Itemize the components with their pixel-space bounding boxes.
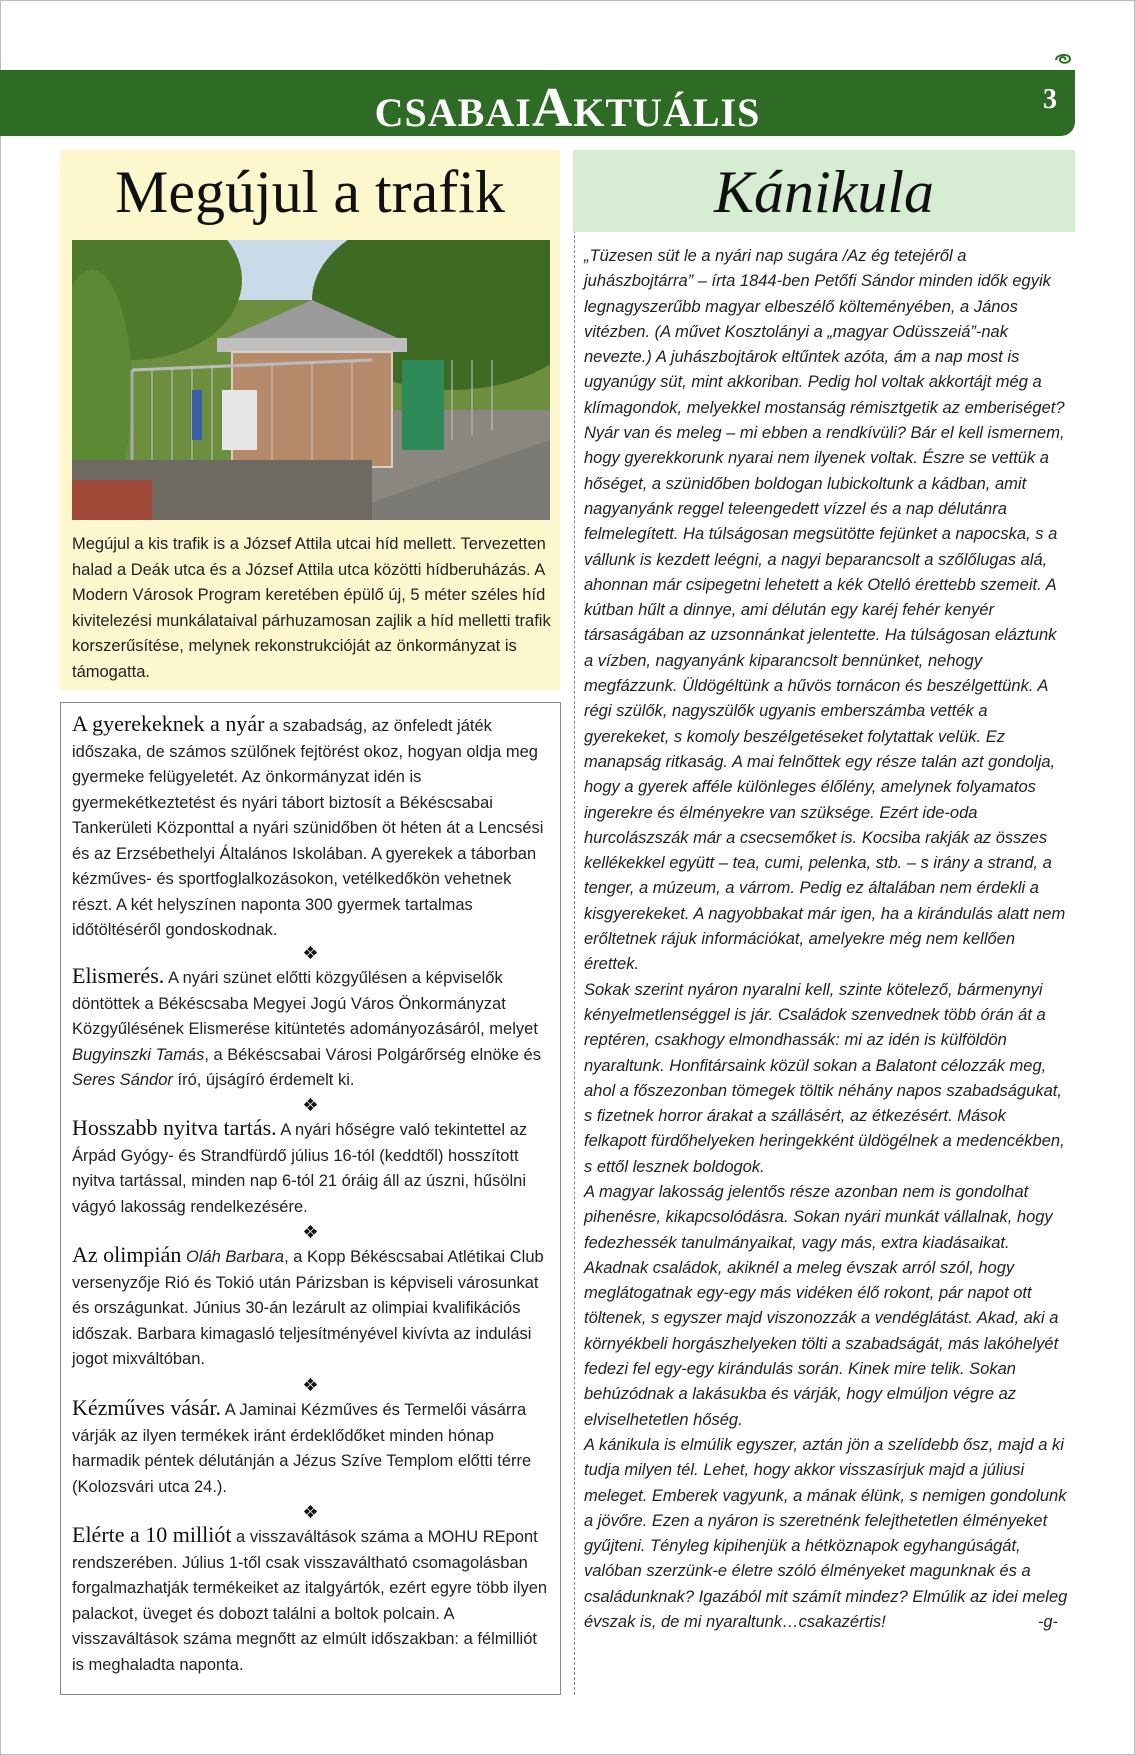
kanikula-paragraph: Sokak szerint nyáron nyaralni kell, szinte kötelező, bármenynyi kényelmetlenséggel is jár. Családok szenvednek több órán át a reptéren, csakhogy elmondhassák: mi az idén is külföldön nyaraltunk. Honfitársaink közül sokan a Balatont célozzák meg, ahol a főszezonban tömegek töltik néhány napos szabadságukat, s fizetnek horror árakat a szállásért, az étkezésért. Mások felkapott fürdőhelyeken heringekként üldögélnek a medencékben, s ettől lesznek boldogok. [584, 980, 1065, 1176]
news-text: a visszaváltások száma a MOHU REpont rendszerében. Július 1-től csak visszaváltható csomagolásban forgalmazhatják termékeiket az italgyártók, ezért egyre több ilyen palackot, üveget és dobozt találni a boltok polcain. A visszaváltások száma megnőtt az elmúlt időszakban: a félmilliót is meghaladta naponta. [72, 1528, 548, 1674]
kanikula-article [584, 244, 1070, 1635]
column-divider [574, 150, 575, 1695]
kanikula-paragraph: „Tüzesen süt le a nyári nap sugára /Az ég tetejéről a juhászbojtárra” – írta 1844-ben Petőfi Sándor minden idők egyik legnagyszerűbb magyar elbeszélő költeményében, a János vitézben. (A művet Kosztolányi a „magyar Odüsszeiá”-nak nevezte.) A juhászbojtárok eltűntek azóta, ám a nap most is ugyanúgy süt, mint akkoriban. Pedig hol voltak akkortájt még a klímagondok, melyekkel mostanság rémisztgetik az emberiséget? Nyár van és meleg – mi ebben a rendkívüli? Bár el kell ismernem, hogy gyerekkorunk nyarai nem ilyenek voltak. Észre se vettük a hőséget, a szünidőben boldogan lubickoltunk a kádban, amit nagyanyánk reggel teleengedett vízzel és a nap délutánra felmelegített. Ha túlságosan megsütötte fejünket a napocska, s a vállunk is kezdett leégni, a nagyi beparancsolt a szőlőlugas alá, ahonnan már csipegetni lehetett a kék Otelló érettebb szemeit. A kútban hűlt a dinnye, ami délután egy karéj fehér kenyér társaságában az uzsonnánkat jelentette. Ha túlságosan eláztunk a vízben, nagyanyánk kiparancsolt bennünket, nehogy megfázzunk. Üldögéltünk a hűvös tornácon és beszélgettünk. A régi szülők, nagyszülők ugyanis emberszámba vették a gyerekeket, s komoly beszélgetéseket folytattak velük. Ez manapság ritkaság. A mai felnőttek egy része talán azt gondolja, hogy a gyerek afféle különleges élőlény, amelynek folyamatos ingerekre és élményekre van szüksége. Ezért ide-oda hurcolászszák már a csecsemőket is. Kocsiba rakják az összes kellékekkel együtt – tea, cumi, pelenka, stb. – s irány a strand, a tenger, a múzeum, a várrom. Pedig ez általában nem érdekli a kisgyerekeket. A nagyobbakat már igen, ha a kirándulás alatt nem erőltetnek rájuk információkat, amelyekre még nem kellően érettek. [584, 247, 1066, 974]
title-part-ktualis: KTUÁLIS [573, 90, 761, 135]
news-item-summer [72, 711, 552, 944]
news-item-opening-hours [72, 1115, 552, 1220]
news-item-craft-fair [72, 1395, 552, 1500]
swirl-icon [1054, 52, 1072, 66]
news-box [60, 702, 561, 1695]
news-lead: Elismerés. [72, 963, 165, 988]
person-name: Bugyinszki Tamás [72, 1045, 205, 1064]
news-text: , a Békéscsabai Városi Polgárőrség elnöke és [204, 1045, 541, 1064]
news-lead: Kézműves vásár. [72, 1395, 222, 1420]
trafik-photo [72, 240, 550, 520]
trafik-article [60, 150, 560, 690]
news-lead: Elérte a 10 milliót [72, 1522, 232, 1547]
person-name: Oláh Barbara [181, 1248, 285, 1266]
person-name: Seres Sándor [72, 1071, 173, 1089]
news-text: A Jaminai Kézműves és Termelői vásárra várják az ilyen termékek iránt érdeklődőket minden hónap harmadik péntek délutánján a Jézus Szíve Templom előtti térre (Kolozsvári utca 24.). [72, 1401, 532, 1496]
kanikula-title: Kánikula [714, 159, 934, 225]
news-item-recognition [72, 963, 552, 1094]
separator-diamond-icon: ❖ [302, 1222, 319, 1242]
kanikula-header [573, 150, 1075, 232]
news-item-mohu [72, 1522, 552, 1678]
news-item-olympics [72, 1242, 552, 1373]
separator-diamond-icon: ❖ [302, 1375, 319, 1395]
page-number: 3 [1043, 84, 1057, 115]
news-lead: Hosszabb nyitva tartás. [72, 1115, 277, 1140]
news-text: a szabadság, az önfeledt játék időszaka, de számos szülőnek fejtörést okoz, hogyan oldja meg gyermeke felügyeletét. Az önkormányzat idén is gyermekétkeztetést és nyári tábort biztosít a Békéscsabai Tankerületi Központtal a nyári szünidőben öt héten át a Lencsési és az Erzsébethelyi Általános Iskolában. A gyerekek a táborban kézműves- és sportfoglalkozásokon, vetélkedőkön vehetnek részt. A két helyszínen naponta 300 gyermek tartalmas időtöltéséről gondoskodnak. [72, 717, 544, 939]
kanikula-paragraph: A magyar lakosság jelentős része azonban nem is gondolhat pihenésre, kikapcsolódásra. Sokan nyári munkát vállalnak, hogy fedezhessék tanulmányaikat, vagy más, extra kiadásaikat. Akadnak családok, akiknél a meleg évszak arról szól, hogy meglátogatnak egy-egy más vidéken élő rokont, pár napot ott töltenek, s egyszer majd viszonozzák a vendéglátást. Akad, aki a környékbeli horgászhelyeken tölti a szabadságát, más lakóhelyét fedezi fel egy-egy kirándulás során. Kinek mire telik. Sokan behúzódnak a lakásukba és várják, hogy elmúljon végre az elviselhetetlen hőség. [584, 1182, 1059, 1429]
news-lead: Az olimpián [72, 1242, 182, 1267]
publication-title [0, 76, 1135, 140]
separator-diamond-icon: ❖ [302, 1095, 319, 1115]
kanikula-paragraph-text: A kánikula is elmúlik egyszer, aztán jön a szelídebb ősz, majd a ki tudja milyen tél. Lehet, hogy akkor visszasírjuk majd a júliusi meleget. Emberek vagyunk, a mának élünk, s nemigen gondolunk a jövőre. Ezen a nyáron is szeretnénk felejthetetlen élményeket gyűjteni. Tényleg kipihenjük a hétköznapok egyhangúságát, valóban szerzünk-e életre szóló élményeket magunknak és a családunknak? Igazából mit számít mindez? Elmúlik az idei meleg évszak is, de mi nyaraltunk…csakazértis! [584, 1435, 1068, 1632]
news-lead: A gyerekeknek a nyár [72, 711, 265, 736]
title-part-csabai: CSABAI [374, 90, 532, 135]
news-text: A nyári hőségre való tekintettel az Árpád Gyógy- és Strandfürdő július 16-tól (keddtől) hosszított nyitva tartással, minden nap 6-tól 21 óráig áll az úszni, hűsölni vágyó lakosság rendelkezésére. [72, 1121, 528, 1216]
trafik-text: Megújul a kis trafik is a József Attila utcai híd mellett. Tervezetten halad a Deák utca és a József Attila utca közötti hídberuházás. A Modern Városok Program keretében épülő új, 5 méter széles híd kivitelezési munkálataival párhuzamosan zajlik a híd melletti trafik korszerűsítése, melynek rekonstrukcióját az önkormányzat is támogatta. [72, 535, 551, 681]
news-text: író, újságíró érdemelt ki. [172, 1071, 355, 1089]
trafik-title: Megújul a trafik [115, 159, 505, 225]
author-signature: -g- [1037, 1613, 1058, 1632]
news-text: A nyári szünet előtti közgyűlésen a képviselők döntöttek a Békéscsaba Megyei Jogú Város Önkormányzat Közgyűlésének Elismerése kitüntetés adományozásáról, melyet [72, 969, 538, 1038]
title-big-letter: A [531, 77, 574, 139]
news-text: , a Kopp Békéscsabai Atlétikai Club versenyzője Rió és Tokió után Párizsban is képviseli városunkat és országunkat. Június 30-án lezárult az olimpiai kvalifikációs időszak. Barbara kimagasló teljesítményével kivívta az indulási jogot mixváltóban. [72, 1248, 544, 1368]
separator-diamond-icon: ❖ [302, 1502, 319, 1522]
separator-diamond-icon: ❖ [302, 943, 319, 963]
kanikula-paragraph [584, 1433, 1070, 1635]
